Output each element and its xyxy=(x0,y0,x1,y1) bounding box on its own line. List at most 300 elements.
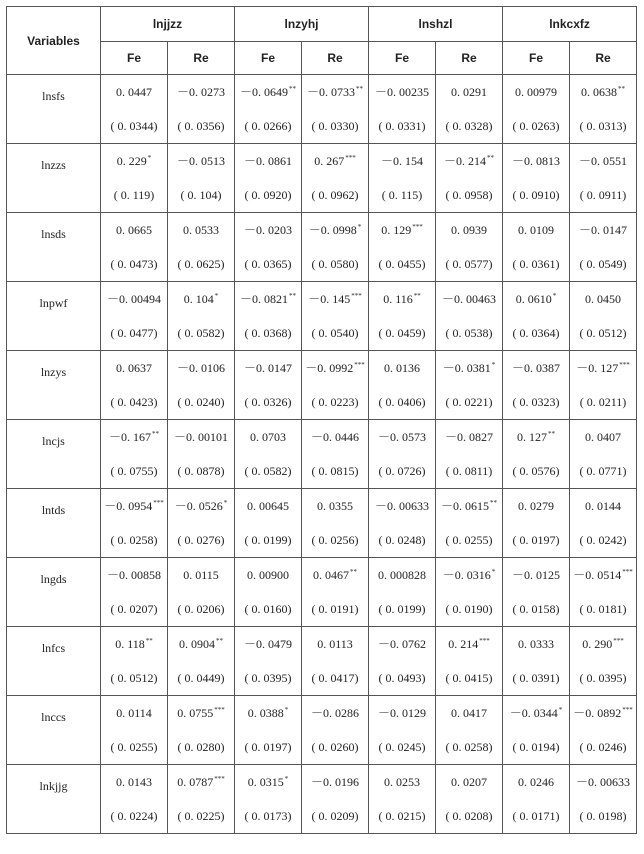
cell-content xyxy=(436,420,502,488)
data-cell xyxy=(302,420,369,489)
coefficient-line xyxy=(168,358,234,378)
coefficient-value: 0. 0637 xyxy=(116,361,152,375)
coefficient-value: －0. 127 xyxy=(576,361,619,375)
significance-stars: *** xyxy=(622,568,633,576)
coefficient-value: 0. 0355 xyxy=(317,499,353,513)
coefficient-line xyxy=(302,634,368,654)
coefficient-line xyxy=(168,427,234,447)
data-cell xyxy=(570,558,637,627)
data-cell xyxy=(302,489,369,558)
data-cell xyxy=(101,558,168,627)
group-header-lnjjzz: lnjjzz xyxy=(101,7,235,42)
coefficient-value: 0. 0246 xyxy=(518,775,555,789)
cell-content xyxy=(302,351,368,419)
model-header-re: Re xyxy=(436,42,503,75)
coefficient-line xyxy=(503,289,569,309)
data-cell xyxy=(503,144,570,213)
standard-error: ( 0. 0255) xyxy=(110,740,158,754)
cell-content xyxy=(101,213,167,281)
group-header-lnzyhj: lnzyhj xyxy=(235,7,369,42)
coefficient-value: －0. 00463 xyxy=(442,292,497,306)
coefficient-line xyxy=(570,703,636,723)
cell-content xyxy=(503,765,569,833)
standard-error: ( 0. 0197) xyxy=(244,740,292,754)
data-cell xyxy=(570,144,637,213)
cell-content xyxy=(302,213,368,281)
standard-error: ( 0. 0326) xyxy=(244,395,292,409)
cell-content xyxy=(302,696,368,764)
coefficient-value: 0. 0143 xyxy=(116,775,152,789)
data-cell xyxy=(503,213,570,282)
coefficient-line xyxy=(168,496,234,516)
coefficient-value: 0. 0407 xyxy=(585,430,622,444)
significance-stars: * xyxy=(147,154,152,162)
significance-stars: * xyxy=(558,706,563,714)
cell-content xyxy=(101,420,167,488)
data-cell xyxy=(369,696,436,765)
coefficient-value: 0. 000828 xyxy=(378,568,427,582)
standard-error: ( 0. 0240) xyxy=(177,395,225,409)
coefficient-value: 0. 127 xyxy=(517,430,548,444)
coefficient-line xyxy=(168,565,234,585)
data-cell xyxy=(570,696,637,765)
standard-error: ( 0. 0958) xyxy=(445,188,493,202)
coefficient-line xyxy=(570,151,636,171)
significance-stars: *** xyxy=(351,292,362,300)
data-cell xyxy=(570,282,637,351)
coefficient-line xyxy=(369,634,435,654)
data-cell xyxy=(235,144,302,213)
coefficient-line xyxy=(302,289,368,309)
data-cell xyxy=(168,213,235,282)
cell-content xyxy=(168,75,234,143)
coefficient-line xyxy=(302,565,368,585)
data-cell xyxy=(369,351,436,420)
coefficient-line xyxy=(302,427,368,447)
coefficient-line xyxy=(235,289,301,309)
coefficient-value: －0. 0446 xyxy=(311,430,360,444)
standard-error: ( 0. 0199) xyxy=(378,602,426,616)
coefficient-value: －0. 0129 xyxy=(378,706,427,720)
significance-stars: ** xyxy=(152,430,159,438)
coefficient-value: －0. 0316 xyxy=(442,568,491,582)
standard-error: ( 0. 0364) xyxy=(512,326,560,340)
coefficient-value: －0. 00633 xyxy=(576,775,631,789)
data-cell xyxy=(302,144,369,213)
model-header-re: Re xyxy=(168,42,235,75)
significance-stars: * xyxy=(284,775,289,783)
standard-error: ( 0. 104) xyxy=(180,188,222,202)
significance-stars: ** xyxy=(487,154,495,162)
coefficient-line xyxy=(369,151,435,171)
coefficient-line xyxy=(570,220,636,240)
coefficient-line xyxy=(436,358,502,378)
coefficient-line xyxy=(503,151,569,171)
cell-content xyxy=(235,489,301,557)
coefficient-value: 0. 290 xyxy=(582,637,613,651)
standard-error: ( 0. 0910) xyxy=(512,188,560,202)
standard-error: ( 0. 0181) xyxy=(579,602,627,616)
standard-error: ( 0. 119) xyxy=(113,188,155,202)
standard-error: ( 0. 0576) xyxy=(512,464,560,478)
coefficient-value: 0. 0755 xyxy=(177,706,214,720)
standard-error: ( 0. 0331) xyxy=(378,119,426,133)
coefficient-line xyxy=(369,496,435,516)
coefficient-line xyxy=(369,565,435,585)
coefficient-value: －0. 214 xyxy=(444,154,487,168)
coefficient-line xyxy=(503,427,569,447)
cell-content xyxy=(570,213,636,281)
coefficient-value: 0. 0291 xyxy=(451,85,488,99)
standard-error: ( 0. 0280) xyxy=(177,740,225,754)
cell-content xyxy=(369,282,435,350)
coefficient-value: －0. 0551 xyxy=(579,154,628,168)
data-cell xyxy=(101,627,168,696)
cell-content xyxy=(168,627,234,695)
data-cell xyxy=(101,696,168,765)
data-cell xyxy=(503,282,570,351)
cell-content xyxy=(503,489,569,557)
standard-error: ( 0. 0878) xyxy=(177,464,225,478)
data-cell xyxy=(302,627,369,696)
cell-content xyxy=(168,489,234,557)
data-cell xyxy=(235,213,302,282)
standard-error: ( 0. 0173) xyxy=(244,809,292,823)
coefficient-value: －0. 0892 xyxy=(573,706,622,720)
standard-error: ( 0. 0415) xyxy=(445,671,493,685)
data-cell xyxy=(101,420,168,489)
coefficient-value: －0. 00633 xyxy=(375,499,430,513)
cell-content xyxy=(101,351,167,419)
coefficient-value: －0. 0196 xyxy=(311,775,360,789)
coefficient-line xyxy=(168,220,234,240)
coefficient-value: －0. 0106 xyxy=(176,361,225,375)
cell-content xyxy=(369,420,435,488)
significance-stars: *** xyxy=(619,361,630,369)
cell-content xyxy=(369,75,435,143)
data-cell xyxy=(436,213,503,282)
table-row xyxy=(7,420,637,489)
coefficient-value: 0. 214 xyxy=(448,637,479,651)
table-row xyxy=(7,696,637,765)
coefficient-line xyxy=(235,634,301,654)
coefficient-line xyxy=(235,703,301,723)
coefficient-line xyxy=(503,358,569,378)
standard-error: ( 0. 0221) xyxy=(445,395,493,409)
coefficient-line xyxy=(503,82,569,102)
data-cell xyxy=(503,351,570,420)
variables-header: Variables xyxy=(7,7,101,75)
standard-error: ( 0. 0771) xyxy=(579,464,627,478)
coefficient-line xyxy=(570,772,636,792)
coefficient-line xyxy=(101,220,167,240)
cell-content xyxy=(302,420,368,488)
cell-content xyxy=(168,558,234,626)
group-header-lnshzl: lnshzl xyxy=(369,7,503,42)
coefficient-line xyxy=(503,496,569,516)
standard-error: ( 0. 0223) xyxy=(311,395,359,409)
cell-content xyxy=(570,144,636,212)
cell-content xyxy=(436,75,502,143)
cell-content xyxy=(235,282,301,350)
data-cell xyxy=(369,213,436,282)
coefficient-line xyxy=(235,496,301,516)
coefficient-line xyxy=(436,565,502,585)
coefficient-line xyxy=(570,289,636,309)
coefficient-line xyxy=(436,82,502,102)
significance-stars: ** xyxy=(289,85,296,93)
cell-content xyxy=(436,213,502,281)
coefficient-line xyxy=(302,82,368,102)
standard-error: ( 0. 0225) xyxy=(177,809,225,823)
significance-stars: * xyxy=(491,568,496,576)
coefficient-line xyxy=(101,703,167,723)
standard-error: ( 0. 0459) xyxy=(378,326,426,340)
cell-content xyxy=(436,351,502,419)
coefficient-line xyxy=(436,496,502,516)
data-cell xyxy=(503,558,570,627)
data-cell xyxy=(235,282,302,351)
coefficient-line xyxy=(235,358,301,378)
standard-error: ( 0. 0423) xyxy=(110,395,158,409)
coefficient-value: －0. 0514 xyxy=(573,568,622,582)
standard-error: ( 0. 0361) xyxy=(512,257,560,271)
coefficient-value: 0. 118 xyxy=(115,637,145,651)
coefficient-line xyxy=(570,565,636,585)
cell-content xyxy=(369,351,435,419)
standard-error: ( 0. 0406) xyxy=(378,395,426,409)
significance-stars: * xyxy=(357,223,362,231)
standard-error: ( 0. 0255) xyxy=(445,533,493,547)
standard-error: ( 0. 0538) xyxy=(445,326,493,340)
significance-stars: ** xyxy=(289,292,296,300)
data-cell xyxy=(369,558,436,627)
cell-content xyxy=(503,420,569,488)
cell-content xyxy=(503,627,569,695)
coefficient-line xyxy=(369,220,435,240)
coefficient-line xyxy=(101,289,167,309)
significance-stars: *** xyxy=(214,775,225,783)
standard-error: ( 0. 0215) xyxy=(378,809,426,823)
coefficient-line xyxy=(101,427,167,447)
coefficient-value: －0. 0387 xyxy=(512,361,561,375)
standard-error: ( 0. 0455) xyxy=(378,257,426,271)
variable-name: lngds xyxy=(7,558,101,627)
table-row xyxy=(7,75,637,144)
coefficient-value: －0. 167 xyxy=(108,430,151,444)
standard-error: ( 0. 0330) xyxy=(311,119,359,133)
coefficient-line xyxy=(101,634,167,654)
coefficient-line xyxy=(436,151,502,171)
data-cell xyxy=(168,420,235,489)
data-cell xyxy=(168,351,235,420)
data-cell xyxy=(369,144,436,213)
cell-content xyxy=(235,420,301,488)
cell-content xyxy=(302,75,368,143)
standard-error: ( 0. 0344) xyxy=(110,119,158,133)
cell-content xyxy=(503,351,569,419)
data-cell xyxy=(168,558,235,627)
coefficient-line xyxy=(302,772,368,792)
data-cell xyxy=(436,420,503,489)
variable-name: lnsds xyxy=(7,213,101,282)
standard-error: ( 0. 0540) xyxy=(311,326,359,340)
cell-content xyxy=(302,627,368,695)
coefficient-value: －0. 0827 xyxy=(445,430,494,444)
cell-content xyxy=(302,765,368,833)
coefficient-value: －0. 0733 xyxy=(307,85,356,99)
standard-error: ( 0. 0209) xyxy=(311,809,359,823)
data-cell xyxy=(302,351,369,420)
coefficient-value: 0. 0904 xyxy=(179,637,215,651)
coefficient-value: 0. 0787 xyxy=(177,775,214,789)
standard-error: ( 0. 0246) xyxy=(579,740,627,754)
standard-error: ( 0. 0191) xyxy=(311,602,359,616)
data-cell xyxy=(101,213,168,282)
coefficient-line xyxy=(168,703,234,723)
coefficient-value: 0. 116 xyxy=(383,292,413,306)
standard-error: ( 0. 0395) xyxy=(579,671,627,685)
cell-content xyxy=(101,765,167,833)
coefficient-value: －0. 0381 xyxy=(442,361,491,375)
coefficient-value: －0. 0992 xyxy=(305,361,354,375)
cell-content xyxy=(436,282,502,350)
significance-stars: *** xyxy=(479,637,490,645)
standard-error: ( 0. 0815) xyxy=(311,464,359,478)
standard-error: ( 0. 0206) xyxy=(177,602,225,616)
coefficient-line xyxy=(570,427,636,447)
coefficient-value: 0. 00900 xyxy=(247,568,289,582)
standard-error: ( 0. 0194) xyxy=(512,740,560,754)
coefficient-line xyxy=(369,772,435,792)
coefficient-value: 0. 0665 xyxy=(116,223,152,237)
variable-name: lnfcs xyxy=(7,627,101,696)
significance-stars: ** xyxy=(413,292,421,300)
coefficient-line xyxy=(101,358,167,378)
standard-error: ( 0. 0197) xyxy=(512,533,560,547)
variable-name: lncjs xyxy=(7,420,101,489)
coefficient-value: －0. 0147 xyxy=(243,361,292,375)
cell-content xyxy=(503,696,569,764)
standard-error: ( 0. 0198) xyxy=(579,809,627,823)
cell-content xyxy=(235,144,301,212)
cell-content xyxy=(168,420,234,488)
standard-error: ( 0. 0625) xyxy=(177,257,225,271)
significance-stars: *** xyxy=(153,499,164,507)
model-header-re: Re xyxy=(302,42,369,75)
coefficient-line xyxy=(369,703,435,723)
coefficient-value: 0. 0115 xyxy=(183,568,219,582)
coefficient-line xyxy=(235,427,301,447)
standard-error: ( 0. 0356) xyxy=(177,119,225,133)
variable-name: lnpwf xyxy=(7,282,101,351)
standard-error: ( 0. 0248) xyxy=(378,533,426,547)
coefficient-value: －0. 0479 xyxy=(243,637,292,651)
standard-error: ( 0. 0580) xyxy=(311,257,359,271)
significance-stars: * xyxy=(284,706,289,714)
coefficient-value: 0. 0388 xyxy=(247,706,284,720)
coefficient-value: －0. 00235 xyxy=(375,85,430,99)
coefficient-line xyxy=(302,220,368,240)
standard-error: ( 0. 0417) xyxy=(311,671,359,685)
data-cell xyxy=(570,213,637,282)
coefficient-value: 0. 0638 xyxy=(581,85,618,99)
coefficient-line xyxy=(436,289,502,309)
standard-error: ( 0. 0158) xyxy=(512,602,560,616)
standard-error: ( 0. 0256) xyxy=(311,533,359,547)
standard-error: ( 0. 0577) xyxy=(445,257,493,271)
cell-content xyxy=(503,282,569,350)
cell-content xyxy=(570,627,636,695)
data-cell xyxy=(101,144,168,213)
coefficient-line xyxy=(235,565,301,585)
data-cell xyxy=(503,489,570,558)
significance-stars: * xyxy=(223,499,228,507)
data-cell xyxy=(369,765,436,834)
table-row xyxy=(7,213,637,282)
data-cell xyxy=(503,420,570,489)
significance-stars: *** xyxy=(412,223,423,231)
standard-error: ( 0. 0911) xyxy=(579,188,627,202)
cell-content xyxy=(101,696,167,764)
standard-error: ( 0. 0208) xyxy=(445,809,493,823)
data-cell xyxy=(436,696,503,765)
cell-content xyxy=(235,75,301,143)
coefficient-value: －0. 0762 xyxy=(378,637,427,651)
table-row xyxy=(7,489,637,558)
cell-content xyxy=(369,765,435,833)
coefficient-line xyxy=(503,772,569,792)
cell-content xyxy=(503,558,569,626)
standard-error: ( 0. 0276) xyxy=(177,533,225,547)
coefficient-line xyxy=(570,496,636,516)
coefficient-line xyxy=(168,151,234,171)
standard-error: ( 0. 0368) xyxy=(244,326,292,340)
table-row xyxy=(7,558,637,627)
data-cell xyxy=(503,627,570,696)
model-header-fe: Fe xyxy=(101,42,168,75)
data-cell xyxy=(436,75,503,144)
cell-content xyxy=(235,696,301,764)
cell-content xyxy=(101,627,167,695)
standard-error: ( 0. 0224) xyxy=(110,809,158,823)
coefficient-value: －0. 0861 xyxy=(243,154,292,168)
coefficient-line xyxy=(101,151,167,171)
data-cell xyxy=(235,489,302,558)
coefficient-value: 0. 0939 xyxy=(451,223,488,237)
coefficient-value: 0. 00645 xyxy=(247,499,289,513)
coefficient-line xyxy=(436,703,502,723)
cell-content xyxy=(302,144,368,212)
cell-content xyxy=(235,558,301,626)
variable-name: lnzys xyxy=(7,351,101,420)
table-row xyxy=(7,765,637,834)
significance-stars: ** xyxy=(356,85,364,93)
coefficient-value: 0. 0144 xyxy=(585,499,622,513)
cell-content xyxy=(101,75,167,143)
significance-stars: * xyxy=(552,292,557,300)
cell-content xyxy=(168,765,234,833)
variable-name: lnsfs xyxy=(7,75,101,144)
significance-stars: ** xyxy=(618,85,626,93)
coefficient-value: －0. 0344 xyxy=(509,706,558,720)
cell-content xyxy=(302,282,368,350)
model-header-fe: Fe xyxy=(503,42,570,75)
cell-content xyxy=(436,144,502,212)
coefficient-value: －0. 0821 xyxy=(239,292,288,306)
coefficient-line xyxy=(101,496,167,516)
standard-error: ( 0. 0755) xyxy=(110,464,158,478)
